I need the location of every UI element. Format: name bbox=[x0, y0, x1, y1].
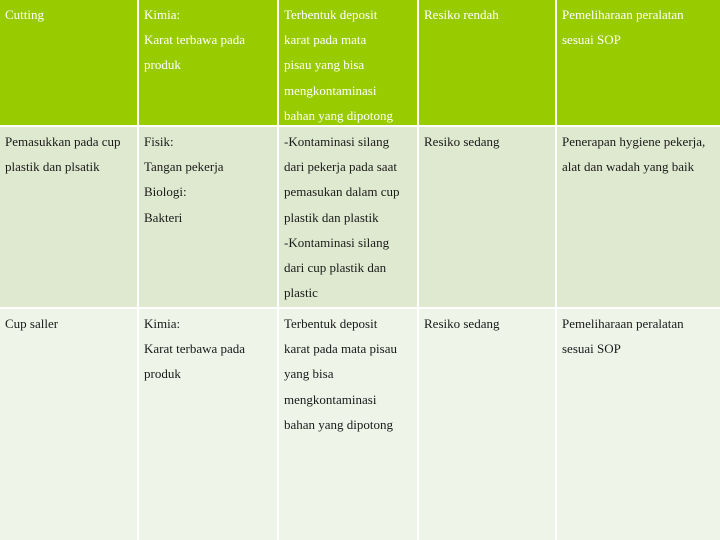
cell-text: Resiko sedang bbox=[424, 134, 500, 149]
cell-hazard bbox=[139, 0, 277, 125]
cell-cause bbox=[279, 127, 417, 307]
cell-text: Resiko rendah bbox=[424, 7, 499, 22]
cell-text: -Kontaminasi silang bbox=[284, 134, 390, 149]
cell-text: Tangan pekerja bbox=[144, 159, 224, 175]
cell-text: Cup saller bbox=[5, 316, 59, 331]
cell-text: bahan yang dipotong bbox=[284, 107, 394, 123]
cell-text: plastik dan plsatik bbox=[5, 159, 100, 175]
cell-text: plastik dan plastik bbox=[284, 209, 379, 225]
cell-text: dari cup plastik dan bbox=[284, 259, 387, 275]
cell-cause bbox=[279, 0, 417, 125]
cell-control bbox=[557, 127, 720, 307]
cell-text: alat dan wadah yang baik bbox=[562, 159, 695, 175]
cell-process-step bbox=[0, 0, 137, 125]
cell-text: Pemeliharaan peralatan bbox=[562, 316, 684, 331]
cell-risk bbox=[419, 0, 555, 125]
cell-text: karat pada mata bbox=[284, 32, 367, 48]
cell-text: dari pekerja pada saat bbox=[284, 159, 397, 175]
cell-text: Penerapan hygiene pekerja, bbox=[562, 134, 706, 149]
cell-text: Pemeliharaan peralatan bbox=[562, 7, 684, 22]
cell-text: Bakteri bbox=[144, 209, 183, 225]
cell-text: Fisik: bbox=[144, 134, 174, 149]
cell-text: sesuai SOP bbox=[562, 32, 621, 48]
cell-text: mengkontaminasi bbox=[284, 391, 377, 407]
cell-text: pemasukan dalam cup bbox=[284, 184, 400, 200]
cell-text: -Kontaminasi silang bbox=[284, 234, 390, 250]
cell-text: Kimia: bbox=[144, 316, 181, 331]
cell-text: mengkontaminasi bbox=[284, 82, 377, 98]
cell-process-step bbox=[0, 127, 137, 307]
cell-text: Karat terbawa pada bbox=[144, 341, 246, 357]
cell-text: Pemasukkan pada cup bbox=[5, 134, 121, 149]
cell-control bbox=[557, 0, 720, 125]
cell-risk bbox=[419, 309, 555, 540]
cell-text: produk bbox=[144, 366, 181, 382]
cell-cause bbox=[279, 309, 417, 540]
cell-text: Karat terbawa pada bbox=[144, 32, 246, 48]
cell-text: Terbentuk deposit bbox=[284, 316, 378, 331]
cell-text: Cutting bbox=[5, 7, 45, 22]
cell-text: produk bbox=[144, 57, 181, 73]
cell-process-step bbox=[0, 309, 137, 540]
cell-text: Resiko sedang bbox=[424, 316, 500, 331]
cell-control bbox=[557, 309, 720, 540]
cell-text: plastic bbox=[284, 285, 318, 301]
cell-hazard bbox=[139, 309, 277, 540]
cell-hazard bbox=[139, 127, 277, 307]
cell-text: Terbentuk deposit bbox=[284, 7, 378, 22]
cell-risk bbox=[419, 127, 555, 307]
cell-text: Kimia: bbox=[144, 7, 181, 22]
cell-text: sesuai SOP bbox=[562, 341, 621, 357]
cell-text: yang bisa bbox=[284, 366, 334, 382]
cell-text: karat pada mata pisau bbox=[284, 341, 397, 357]
cell-text: pisau yang bisa bbox=[284, 57, 365, 73]
cell-text: Biologi: bbox=[144, 184, 187, 200]
cell-text: bahan yang dipotong bbox=[284, 416, 394, 432]
